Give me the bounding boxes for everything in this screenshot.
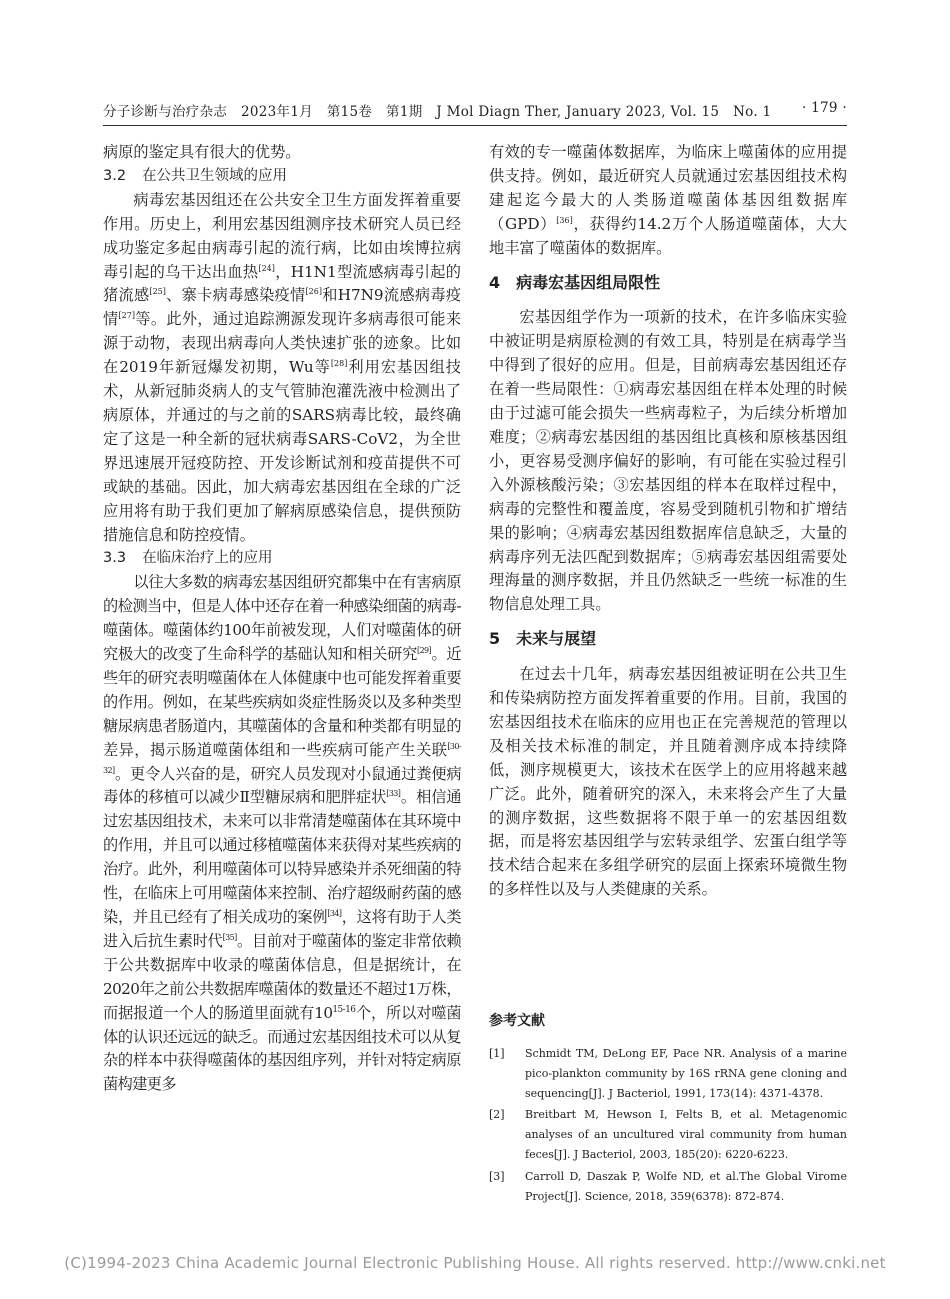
section-title: 在公共卫生领域的应用	[142, 167, 288, 184]
citation[interactable]: [25]	[149, 287, 166, 297]
citation[interactable]: [28]	[330, 359, 348, 369]
section-number: 3.2	[103, 167, 127, 184]
citation[interactable]: [27]	[118, 311, 135, 321]
references-title: 参考文献	[489, 1013, 545, 1029]
subsection-heading-3-3	[103, 547, 461, 571]
section-title: 在临床治疗上的应用	[142, 550, 273, 567]
journal-citation: 分子诊断与治疗杂志 2023年1月 第15卷 第1期 J Mol Diagn Ther, January 2023, Vol. 15 No. 1	[103, 104, 772, 120]
exponent: 15-16	[332, 1004, 356, 1015]
reference-item	[489, 1167, 847, 1207]
reference-text: Carroll D, Daszak P, Wolfe ND, et al.The Global Virome Project[J]. Science, 2018, 359(6378): 872-874.	[525, 1169, 847, 1203]
section-number: 5	[489, 629, 501, 649]
running-header	[103, 100, 847, 126]
paragraph-clinical: 以往大多数的病毒宏基因组研究都集中在有害病原的检测当中，但是人体中还存在着一种感染细菌的病毒-噬菌体。噬菌体约100年前被发现，人们对噬菌体的研究极大的改变了生命科学的基础认知和相关研究[29]。近些年的研究表明噬菌体在人体健康中也可能发挥着重要的作用。例如，在某些疾病如炎症性肠炎以及多种类型糖尿病患者肠道内，其噬菌体的含量和种类都有明显的差异，揭示肠道噬菌体组和一些疾病可能产生关联[30-32]。更令人兴奋的是，研究人员发现对小鼠通过粪便病毒体的移植可以减少Ⅱ型糖尿病和肥胖症状[33]。相信通过宏基因组技术，未来可以非常清楚噬菌体在其环境中的作用，并且可以通过移植噬菌体来获得对某些疾病的治疗。此外，利用噬菌体可以特异感染并杀死细菌的特性，在临床上可用噬菌体来控制、治疗超级耐药菌的感染，并且已经有了相关成功的案例[34]，这将有助于人类进入后抗生素时代[35]。目前对于噬菌体的鉴定非常依赖于公共数据库中收录的噬菌体信息，但是据统计，在2020年之前公共数据库噬菌体的数量还不超过1万株，而据报道一个人的肠道里面就有10$^{15-16}$个，所以对噬菌体的认识还远远的缺乏。而通过宏基因组技术可以从复杂的样本中获得噬菌体的基因组序列，并针对特定病原菌构建更多	[103, 573, 461, 1094]
section-title: 未来与展望	[516, 629, 597, 649]
citation[interactable]: [36]	[556, 215, 573, 225]
page-number: · 179 ·	[801, 100, 847, 116]
citation[interactable]: [34]	[327, 909, 342, 918]
paragraph-outlook: 在过去十几年，病毒宏基因组被证明在公共卫生和传染病防控方面发挥着重要的作用。目前，我国的宏基因组技术在临床的应用也正在完善规范的管理以及相关技术标准的制定，并且随着测序成本持续降低，测序规模更大，该技术在医学上的应用将越来越广泛。此外，随着研究的深入，未来将会产生了大量的测序数据，这些数据将不限于单一的宏基因组数据，而是将宏基因组学与宏转录组学、宏蛋白组学等技术结合起来在多组学研究的层面上探索环境微生物的多样性以及与人类健康的关系。	[489, 665, 847, 899]
section-number: 3.3	[103, 550, 127, 567]
reference-number: [2]	[489, 1108, 505, 1122]
paragraph-public-health: 病毒宏基因组还在公共安全卫生方面发挥着重要作用。历史上，利用宏基因组测序技术研究人员已经成功鉴定多起由病毒引起的流行病，比如由埃博拉病毒引起的乌干达出血热[24]，H1N1型流感病毒引起的猪流感[25]、寨卡病毒感染疫情[26]和H7N9流感病毒疫情[27]等。此外，通过追踪溯源发现许多病毒很可能来源于动物，表现出病毒向人类快速扩张的迹象。比如在2019年新冠爆发初期，Wu等[28]利用宏基因组技术，从新冠肺炎病人的支气管肺泡灌洗液中检测出了病原体，并通过的与之前的SARS病毒比较，最终确定了这是一种全新的冠状病毒SARS-CoV2，为全世界迅速展开冠疫防控、开发诊断试剂和疫苗提供不可或缺的基础。因此，加大病毒宏基因组在全球的广泛应用将有助于我们更加了解病原感染信息，提供预防措施信息和防控疫情。	[103, 190, 462, 544]
reference-text: Schmidt TM, DeLong EF, Pace NR. Analysis of a marine pico-plankton community by 16S rRNA gene cloning and sequencing[J]. J Bacteriol, 1991, 173(14): 4371-4378.	[525, 1047, 847, 1100]
reference-text: Breitbart M, Hewson I, Felts B, et al. Metagenomic analyses of an uncultured viral community from human feces[J]. J Bacteriol, 2003, 185(20): 6220-6223.	[525, 1108, 847, 1161]
reference-number: [3]	[489, 1169, 505, 1183]
right-column	[489, 141, 847, 902]
section-number: 4	[489, 272, 501, 292]
citation[interactable]: [30-32]	[103, 741, 461, 775]
reference-number: [1]	[489, 1047, 505, 1060]
citation[interactable]: [35]	[222, 932, 237, 942]
citation[interactable]: [24]	[258, 263, 275, 273]
references	[489, 1010, 847, 1208]
citation[interactable]: [33]	[386, 789, 401, 799]
section-title: 病毒宏基因组局限性	[516, 272, 661, 292]
section-heading-5	[489, 627, 847, 651]
section-heading-4	[489, 271, 847, 295]
left-column	[103, 141, 461, 1097]
citation[interactable]: [26]	[305, 287, 322, 297]
subsection-heading-3-2	[103, 165, 461, 189]
copyright-footer: (C)1994-2023 China Academic Journal Electronic Publishing House. All rights reserved. http://www.cnki.net	[64, 1254, 886, 1272]
paragraph-continuation: 有效的专一噬菌体数据库，为临床上噬菌体的应用提供支持。例如，最近研究人员就通过宏基因组技术构建起迄今最大的人类肠道噬菌体基因组数据库（GPD）[36]，获得约14.2万个人肠道噬菌体，大大地丰富了噬菌体的数据库。	[489, 143, 847, 257]
paragraph-continuation: 病原的鉴定具有很大的优势。	[103, 143, 301, 161]
reference-item	[489, 1044, 847, 1103]
paragraph-limitations: 宏基因组学作为一项新的技术，在许多临床实验中被证明是病原检测的有效工具，特别是在病毒学当中得到了很好的应用。但是，目前病毒宏基因组还存在着一些局限性：①病毒宏基因组在样本处理的时候由于过滤可能会损失一些病毒粒子，为后续分析增加难度；②病毒宏基因组的基因组比真核和原核基因组小，更容易受测序偏好的影响，有可能在实验过程引入外源核酸污染；③宏基因组的样本在取样过程中，病毒的完整性和覆盖度，容易受到随机引物和扩增结果的影响；④病毒宏基因组数据库信息缺乏，大量的病毒序列无法匹配到数据库；⑤病毒宏基因组需要处理海量的测序数据，并且仍然缺乏一些统一标准的生物信息处理工具。	[489, 308, 847, 614]
citation[interactable]: [29]	[417, 646, 432, 656]
reference-item	[489, 1105, 847, 1164]
